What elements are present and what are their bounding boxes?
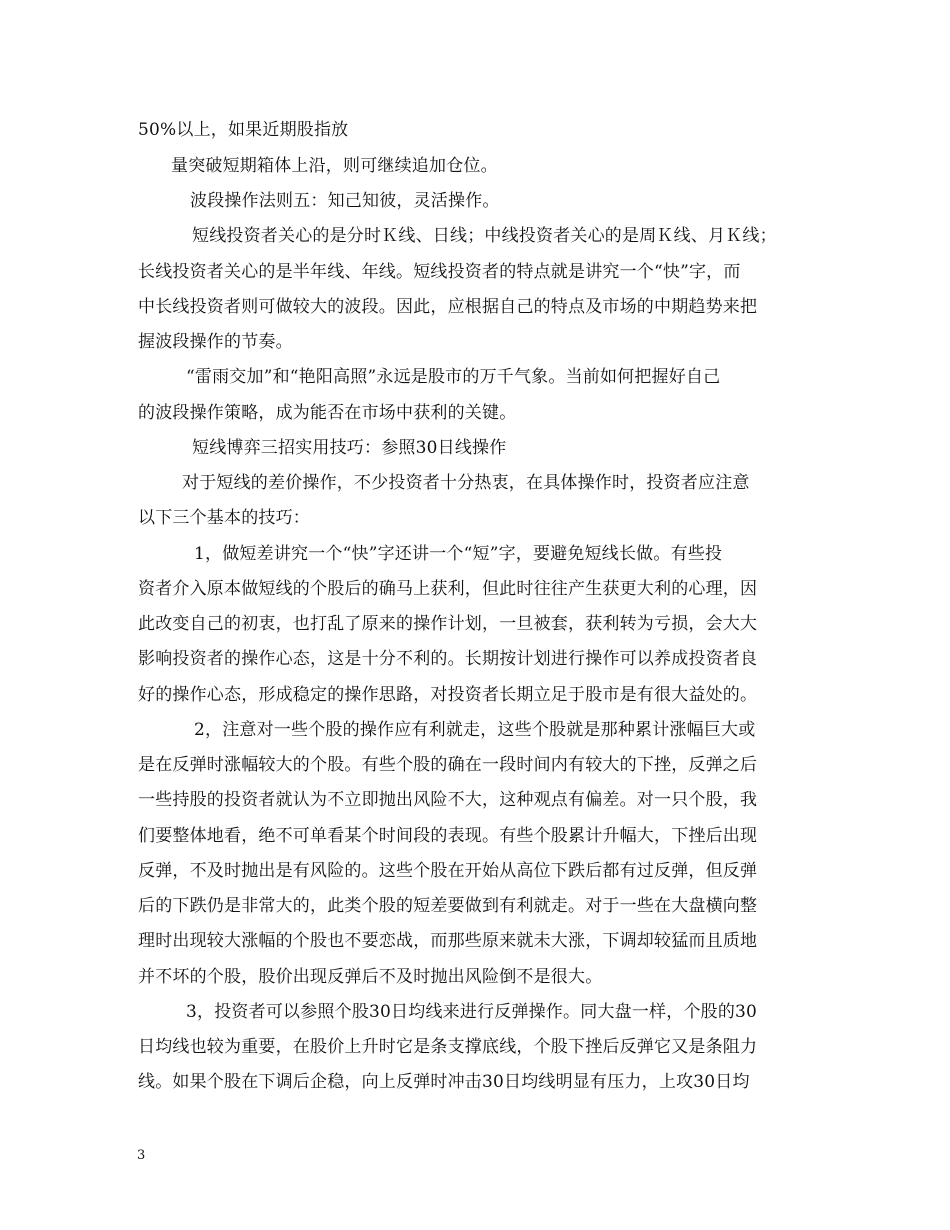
text-line: “雷雨交加”和“艳阳高照”永远是股市的万千气象。当前如何把握好自己 xyxy=(186,367,721,387)
text-line: 波段操作法则五：知己知彼，灵活操作。 xyxy=(190,191,500,211)
text-line: 短线投资者关心的是分时Ｋ线、日线；中线投资者关心的是周Ｋ线、月Ｋ线； xyxy=(192,226,777,246)
text-line: 是在反弹时涨幅较大的个股。有些个股的确在一段时间内有较大的下挫，反弹之后 xyxy=(138,755,758,775)
text-line: 2，注意对一些个股的操作应有利就走，这些个股就是那种累计涨幅巨大或 xyxy=(194,720,756,740)
text-line: 的波段操作策略，成为能否在市场中获利的关键。 xyxy=(138,403,517,423)
text-line: 线。如果个股在下调后企稳，向上反弹时冲击30日均线明显有压力，上攻30日均 xyxy=(138,1072,750,1092)
text-line: 日均线也较为重要，在股价上升时它是条支撑底线，个股下挫后反弹它又是条阻力 xyxy=(138,1037,758,1057)
text-line: 并不坏的个股，股价出现反弹后不及时抛出风险倒不是很大。 xyxy=(138,967,603,987)
text-line: 握波段操作的节奏。 xyxy=(138,332,293,352)
text-line: 短线博弈三招实用技巧：参照30日线操作 xyxy=(192,438,507,458)
text-line: 后的下跌仍是非常大的，此类个股的短差要做到有利就走。对于一些在大盘横向整 xyxy=(138,896,758,916)
text-line: 3，投资者可以参照个股30日均线来进行反弹操作。同大盘一样，个股的30 xyxy=(186,1002,758,1022)
text-line: 影响投资者的操作心态，这是十分不利的。长期按计划进行操作可以养成投资者良 xyxy=(138,649,758,669)
text-line: 中长线投资者则可做较大的波段。因此，应根据自己的特点及市场的中期趋势来把 xyxy=(138,297,758,317)
text-line: 以下三个基本的技巧： xyxy=(138,508,310,528)
text-line: 好的操作心态，形成稳定的操作思路，对投资者长期立足于股市是有很大益处的。 xyxy=(138,685,758,705)
text-line: 资者介入原本做短线的个股后的确马上获利，但此时往往产生获更大利的心理，因 xyxy=(138,579,758,599)
text-line: 反弹，不及时抛出是有风险的。这些个股在开始从高位下跌后都有过反弹，但反弹 xyxy=(138,861,758,881)
text-line: 1，做短差讲究一个“快”字还讲一个“短”字，要避免短线长做。有些投 xyxy=(194,544,723,564)
text-line: 长线投资者关心的是半年线、年线。短线投资者的特点就是讲究一个“快”字，而 xyxy=(138,262,741,282)
text-line: 对于短线的差价操作，不少投资者十分热衷，在具体操作时，投资者应注意 xyxy=(182,473,750,493)
text-line: 50%以上，如果近期股指放 xyxy=(138,120,349,140)
page-number: 3 xyxy=(137,1148,146,1163)
text-line: 们要整体地看，绝不可单看某个时间段的表现。有些个股累计升幅大，下挫后出现 xyxy=(138,826,758,846)
text-line: 理时出现较大涨幅的个股也不要恋战，而那些原来就未大涨，下调却较猛而且质地 xyxy=(138,931,758,951)
text-line: 此改变自己的初衷，也打乱了原来的操作计划，一旦被套，获利转为亏损，会大大 xyxy=(138,614,758,634)
text-line: 量突破短期箱体上沿，则可继续追加仓位。 xyxy=(171,156,498,176)
text-line: 一些持股的投资者就认为不立即抛出风险不大，这种观点有偏差。对一只个股，我 xyxy=(138,790,758,810)
